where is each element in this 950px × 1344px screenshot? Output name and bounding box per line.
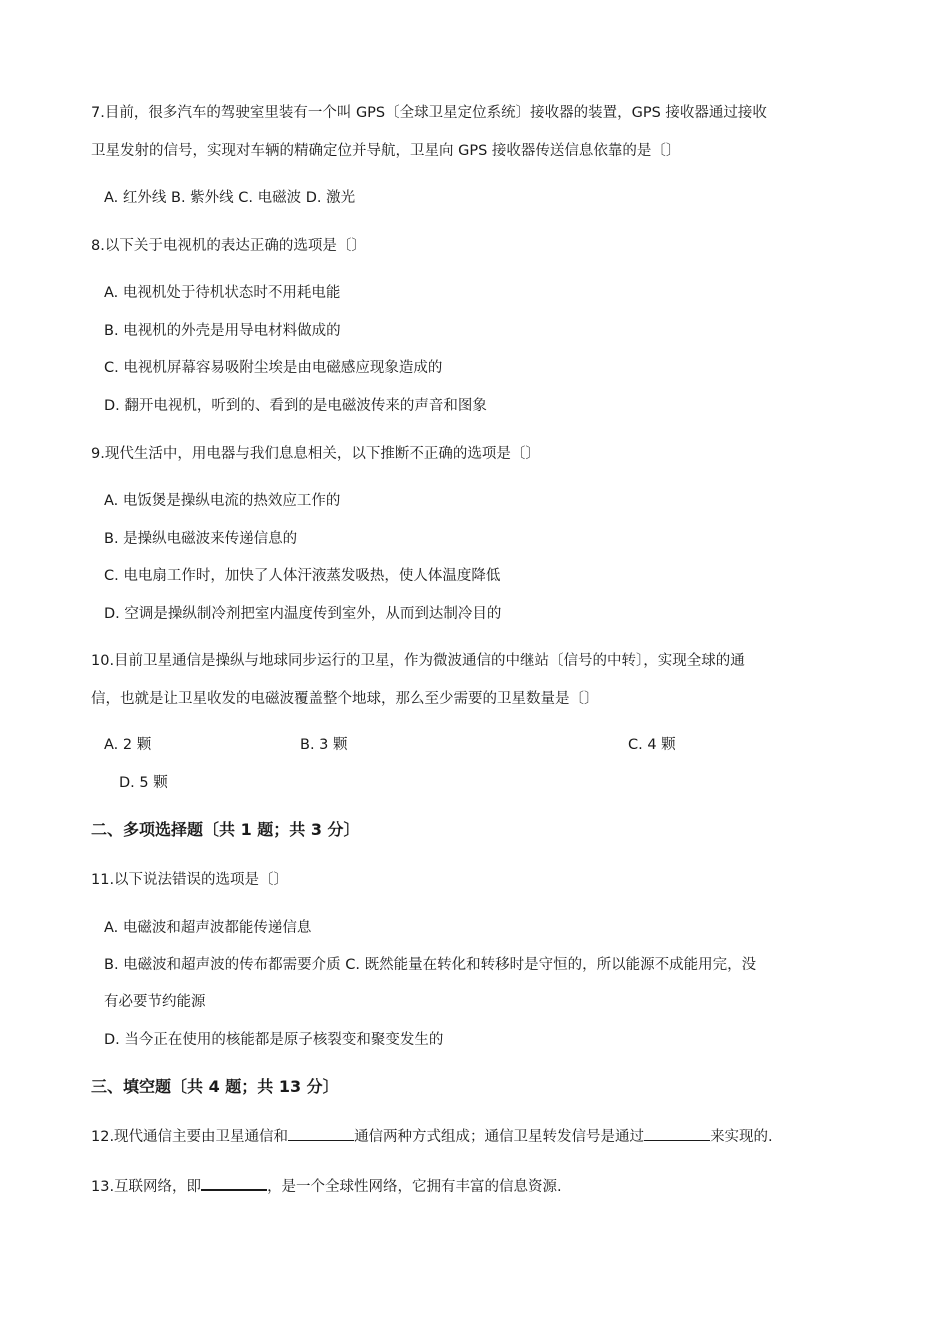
q13-text-1: 13.互联网络，即	[91, 1179, 202, 1195]
q12-blank-1[interactable]	[288, 1126, 354, 1141]
q7-stem-line1: 7.目前，很多汽车的驾驶室里装有一个叫 GPS〔全球卫星定位系统〕接收器的装置，GPS 接收器通过接收	[91, 105, 767, 121]
q13-blank-1[interactable]	[201, 1175, 267, 1191]
q12	[91, 1126, 773, 1147]
q13	[91, 1175, 562, 1197]
q8-option-a: A. 电视机处于待机状态时不用耗电能	[104, 285, 341, 301]
q9-option-d: D. 空调是操纵制冷剂把室内温度传到室外，从而到达制冷目的	[104, 606, 502, 622]
q10-option-b: B. 3 颗	[300, 737, 348, 753]
q12-blank-2[interactable]	[644, 1126, 710, 1141]
q7-options: A. 红外线 B. 紫外线 C. 电磁波 D. 激光	[104, 190, 356, 206]
q8-stem: 8.以下关于电视机的表达正确的选项是〔〕	[91, 238, 366, 254]
q8-option-d: D. 翻开电视机，听到的、看到的是电磁波传来的声音和图象	[104, 398, 487, 414]
section-heading-multiple-choice: 二、多项选择题〔共 1 题；共 3 分〕	[91, 820, 360, 839]
q10-stem-line1: 10.目前卫星通信是操纵与地球同步运行的卫星，作为微波通信的中继站〔信号的中转〕，实现全球的通	[91, 653, 745, 669]
q7-stem-line2: 卫星发射的信号，实现对车辆的精确定位并导航，卫星向 GPS 接收器传送信息依靠的是〔〕	[91, 143, 681, 159]
q11-stem: 11.以下说法错误的选项是〔〕	[91, 872, 289, 888]
q11-option-bc-line2: 有必要节约能源	[104, 994, 206, 1010]
q11-option-a: A. 电磁波和超声波都能传递信息	[104, 920, 312, 936]
q10-option-a: A. 2 颗	[104, 737, 152, 753]
q8-option-b: B. 电视机的外壳是用导电材料做成的	[104, 323, 341, 339]
q10-stem-line2: 信，也就是让卫星收发的电磁波覆盖整个地球，那么至少需要的卫星数量是〔〕	[91, 691, 599, 707]
q12-text-3: 来实现的.	[710, 1129, 773, 1145]
q10-option-d: D. 5 颗	[119, 775, 168, 791]
q9-option-c: C. 电电扇工作时，加快了人体汗液蒸发吸热，使人体温度降低	[104, 568, 501, 584]
q10-option-c: C. 4 颗	[628, 737, 676, 753]
q9-option-a: A. 电饭煲是操纵电流的热效应工作的	[104, 493, 341, 509]
q11-option-bc-line1: B. 电磁波和超声波的传布都需要介质 C. 既然能量在转化和转移时是守恒的，所以能源不成能用完，没	[104, 957, 757, 973]
q9-stem: 9.现代生活中，用电器与我们息息相关，以下推断不正确的选项是〔〕	[91, 446, 540, 462]
q9-option-b: B. 是操纵电磁波来传递信息的	[104, 531, 298, 547]
q12-text-1: 12.现代通信主要由卫星通信和	[91, 1129, 289, 1145]
q11-option-d: D. 当今正在使用的核能都是原子核裂变和聚变发生的	[104, 1032, 444, 1048]
q8-option-c: C. 电视机屏幕容易吸附尘埃是由电磁感应现象造成的	[104, 360, 443, 376]
q13-text-2: ，是一个全球性网络，它拥有丰富的信息资源.	[267, 1179, 562, 1195]
section-heading-fill-in: 三、填空题〔共 4 题；共 13 分〕	[91, 1077, 339, 1096]
q12-text-2: 通信两种方式组成；通信卫星转发信号是通过	[354, 1129, 645, 1145]
